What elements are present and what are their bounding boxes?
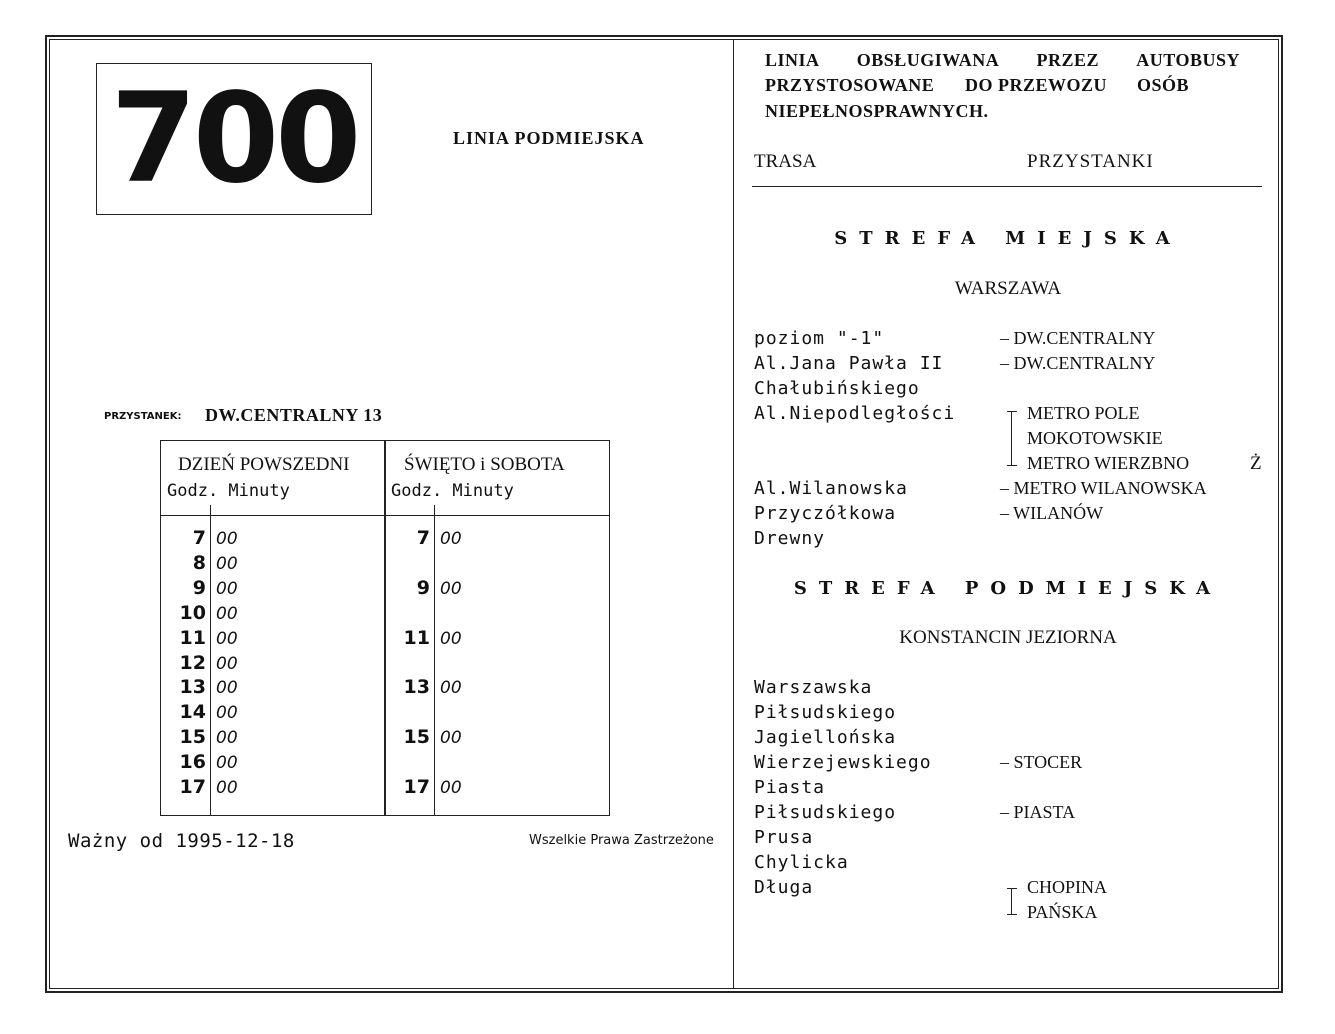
accessibility-line-2 [765,75,1189,96]
minute-cell: 00 [216,553,238,574]
route-street: Drewny [754,528,826,549]
route-header-rule [752,186,1262,187]
minute-cell: 00 [216,753,238,774]
hour-cell: 15 [179,726,206,749]
route-stop: – WILANÓW [1000,503,1104,523]
line-number: 700 [110,67,358,211]
panel-divider [733,39,734,989]
weekday-hour-rule [210,505,211,815]
zone-city-konstancin: KONSTANCIN JEZIORNA [899,627,1117,648]
route-street: Jagiellońska [754,727,897,748]
minute-cell: 00 [440,529,462,549]
zone-title-suburban: STREFA PODMIEJSKA [793,578,1223,599]
minute-cell: 00 [216,703,238,724]
route-stop: – DW.CENTRALNY [1000,328,1156,348]
hour-cell: 13 [403,676,430,699]
acc-word: OSÓB [1137,75,1190,95]
route-stop: – STOCER [1000,752,1083,772]
route-street: Piłsudskiego [754,702,897,723]
route-street: Warszawska [754,677,873,698]
weekday-header-rule [160,515,386,516]
hour-cell: 11 [403,626,430,649]
hour-cell: 7 [416,527,430,549]
route-street: Piasta [754,777,826,798]
minute-cell: 00 [216,678,238,699]
route-stop: CHOPINA [1027,877,1108,897]
hour-cell: 10 [179,601,206,624]
route-stop: – DW.CENTRALNY [1000,353,1156,373]
minute-cell: 00 [216,628,238,649]
route-header: TRASA [754,151,817,172]
minute-cell: 00 [440,728,462,749]
acc-word: PRZEZ [1036,50,1100,70]
acc-word: DO PRZEWOZU [965,75,1108,95]
holiday-col-header: Godz. Minuty [391,481,514,501]
hour-cell: 16 [179,751,206,774]
zone-title-city: STREFA MIEJSKA [834,228,1182,249]
stop-label: PRZYSTANEK: [104,411,182,422]
hour-cell: 7 [192,527,206,549]
holiday-hour-rule [434,505,435,815]
route-street: Al.Niepodległości [754,403,956,424]
minute-cell: 00 [216,778,238,798]
route-street: Przyczółkowa [754,503,897,524]
minute-cell: 00 [440,678,462,699]
minute-cell: 00 [216,529,238,549]
zone-city-warszawa: WARSZAWA [954,278,1062,299]
hour-cell: 11 [179,626,206,649]
route-stop: MOKOTOWSKIE [1027,428,1163,448]
route-street: Długa [754,877,814,898]
hour-cell: 17 [403,776,430,798]
route-street: Piłsudskiego [754,802,897,823]
acc-word: PRZYSTOSOWANE [765,75,935,95]
minute-cell: 00 [216,603,238,624]
line-type-label: LINIA PODMIEJSKA [453,128,645,148]
route-street: Al.Wilanowska [754,478,908,499]
route-stop: – METRO WILANOWSKA [1000,478,1207,498]
stop-group-bracket [1007,888,1017,915]
minute-cell: 00 [440,778,462,798]
route-stop: – PIASTA [1000,802,1076,822]
route-street: Wierzejewskiego [754,752,932,773]
route-stop: METRO POLE [1027,403,1140,423]
weekday-title: DZIEŃ POWSZEDNI [178,454,350,475]
minute-cell: 00 [216,653,238,674]
request-stop-mark: Ż [1250,453,1262,474]
hour-cell: 8 [192,551,206,574]
hour-cell: 9 [192,576,206,599]
hour-cell: 15 [403,726,430,749]
minute-cell: 00 [216,728,238,749]
minute-cell: 00 [440,628,462,649]
hour-cell: 14 [179,701,206,724]
hour-cell: 17 [179,776,206,798]
hour-cell: 13 [179,676,206,699]
holiday-header-rule [384,515,610,516]
accessibility-line-1 [765,50,1240,71]
route-street: Al.Jana Pawła II [754,353,944,374]
minute-cell: 00 [440,578,462,599]
acc-word: OBSŁUGIWANA [856,50,1000,70]
stops-header: PRZYSTANKI [1027,151,1154,172]
rights-notice: Wszelkie Prawa Zastrzeżone [529,833,714,848]
hour-cell: 12 [179,651,206,674]
minute-cell: 00 [216,578,238,599]
stop-name: DW.CENTRALNY 13 [205,405,383,425]
weekday-col-header: Godz. Minuty [167,481,290,501]
accessibility-line-3: NIEPEŁNOSPRAWNYCH. [765,101,989,121]
valid-from: Ważny od 1995-12-18 [68,830,295,852]
route-stop: PAŃSKA [1027,902,1098,922]
route-street: Chałubińskiego [754,378,920,399]
route-street: Prusa [754,827,814,848]
stop-group-bracket [1007,411,1017,466]
holiday-title: ŚWIĘTO i SOBOTA [404,454,565,475]
acc-word: AUTOBUSY [1136,50,1240,70]
acc-word: LINIA [765,50,820,70]
route-street: poziom "-1" [754,328,885,349]
route-street: Chylicka [754,852,849,873]
hour-cell: 9 [416,576,430,599]
route-stop: METRO WIERZBNO [1027,453,1190,473]
